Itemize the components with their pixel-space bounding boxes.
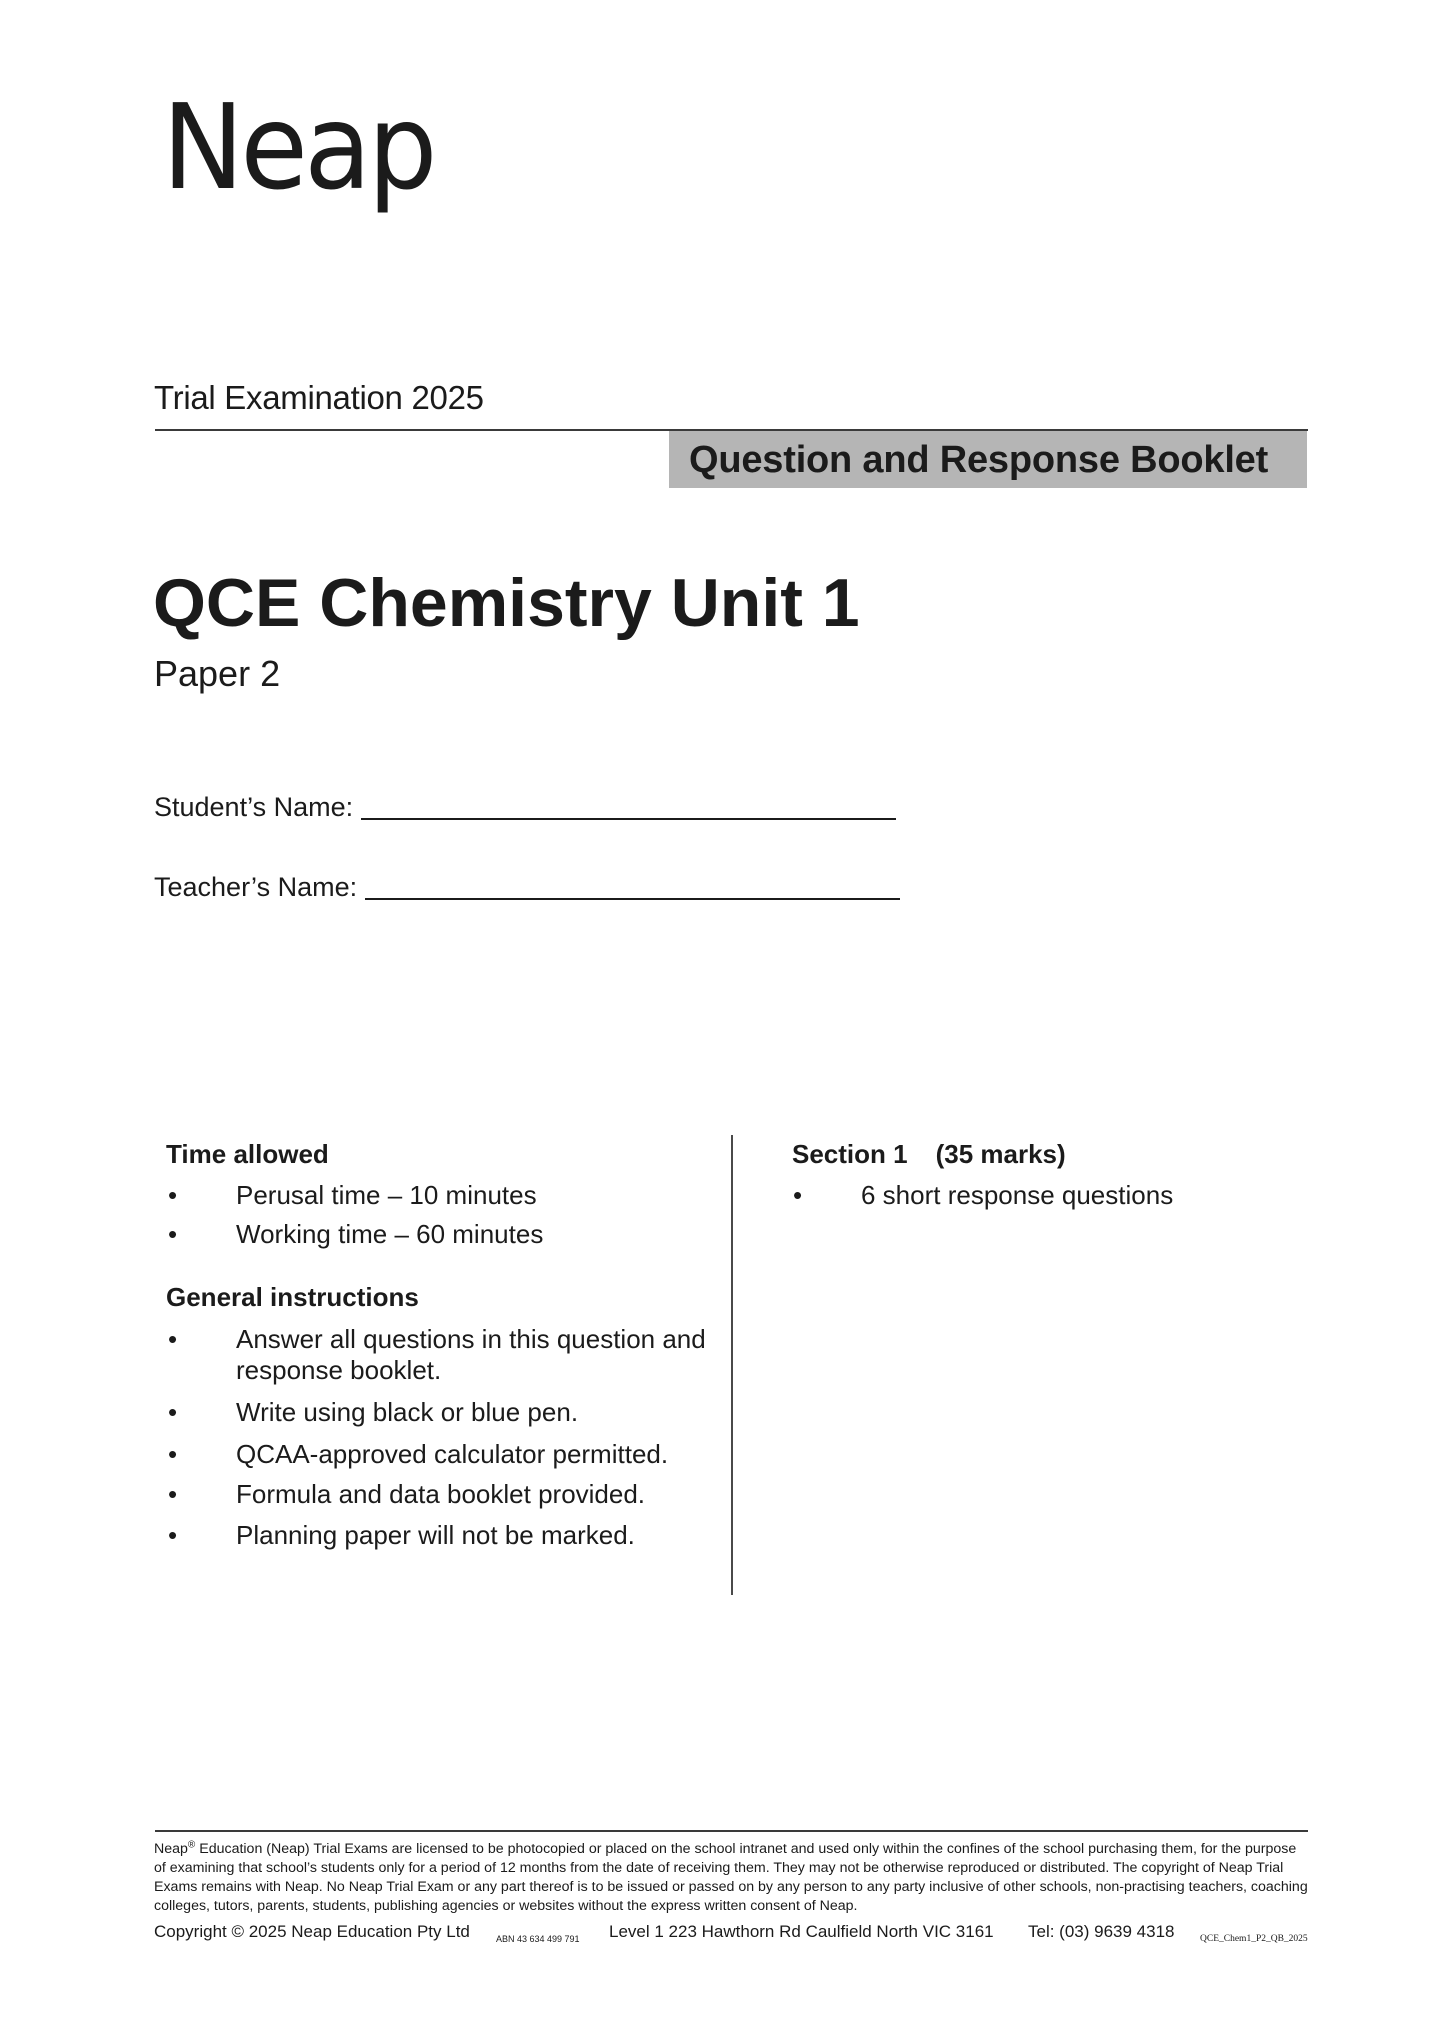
section-marks: (35 marks): [935, 1139, 1066, 1169]
exam-label: Trial Examination 2025: [154, 379, 484, 416]
bullet-icon: •: [168, 1479, 178, 1509]
registered-mark: ®: [187, 1839, 196, 1851]
copyright: Copyright © 2025 Neap Education Pty Ltd: [154, 1922, 470, 1941]
bullet-icon: •: [168, 1397, 178, 1427]
bullet-icon: •: [168, 1520, 178, 1550]
section-heading: [792, 1139, 1066, 1169]
student-name-blank[interactable]: [361, 818, 896, 820]
footer-rule: [155, 1830, 1308, 1832]
bullet-icon: •: [168, 1219, 178, 1249]
page-title: QCE Chemistry Unit 1: [153, 565, 860, 641]
booklet-label: Question and Response Booklet: [689, 439, 1269, 481]
document-code: QCE_Chem1_P2_QB_2025: [1200, 1934, 1308, 1944]
teacher-name-label: Teacher’s Name:: [154, 872, 358, 902]
bullet-icon: •: [168, 1180, 178, 1210]
time-allowed-heading: Time allowed: [166, 1139, 329, 1169]
paper-number: Paper 2: [154, 653, 281, 694]
teacher-name-field[interactable]: [154, 871, 900, 903]
bullet-icon: •: [168, 1439, 178, 1469]
section-title: Section 1: [792, 1139, 908, 1169]
column-divider: [731, 1135, 733, 1595]
abn: ABN 43 634 499 791: [496, 1934, 580, 1944]
address: Level 1 223 Hawthorn Rd Caulfield North VIC 3161: [609, 1922, 994, 1941]
general-instructions-heading: General instructions: [166, 1282, 419, 1312]
bullet-icon: •: [793, 1180, 803, 1210]
legal-notice: Neap® Education (Neap) Trial Exams are licensed to be photocopied or placed on the school intranet and used only within the confines of the school purchasing them, for the purpose of examining that school’s students only for a period of 12 months from the date of receiving them. They may not be otherwise reproduced or distributed. The copyright of Neap Trial Exams remains with Neap. No Neap Trial Exam or any part thereof is to be issued or passed on by any person to any party inclusive of other schools, non-practising teachers, coaching colleges, tutors, parents, students, publishing agencies or websites without the express written consent of Neap.: [154, 1839, 1308, 1914]
bullet-icon: •: [168, 1324, 178, 1354]
student-name-field[interactable]: [154, 791, 896, 823]
teacher-name-blank[interactable]: [365, 898, 900, 900]
booklet-banner: [669, 431, 1307, 488]
student-name-label: Student’s Name:: [154, 792, 354, 822]
neap-logo: Neap: [162, 78, 434, 216]
phone: Tel: (03) 9639 4318: [1028, 1922, 1175, 1941]
